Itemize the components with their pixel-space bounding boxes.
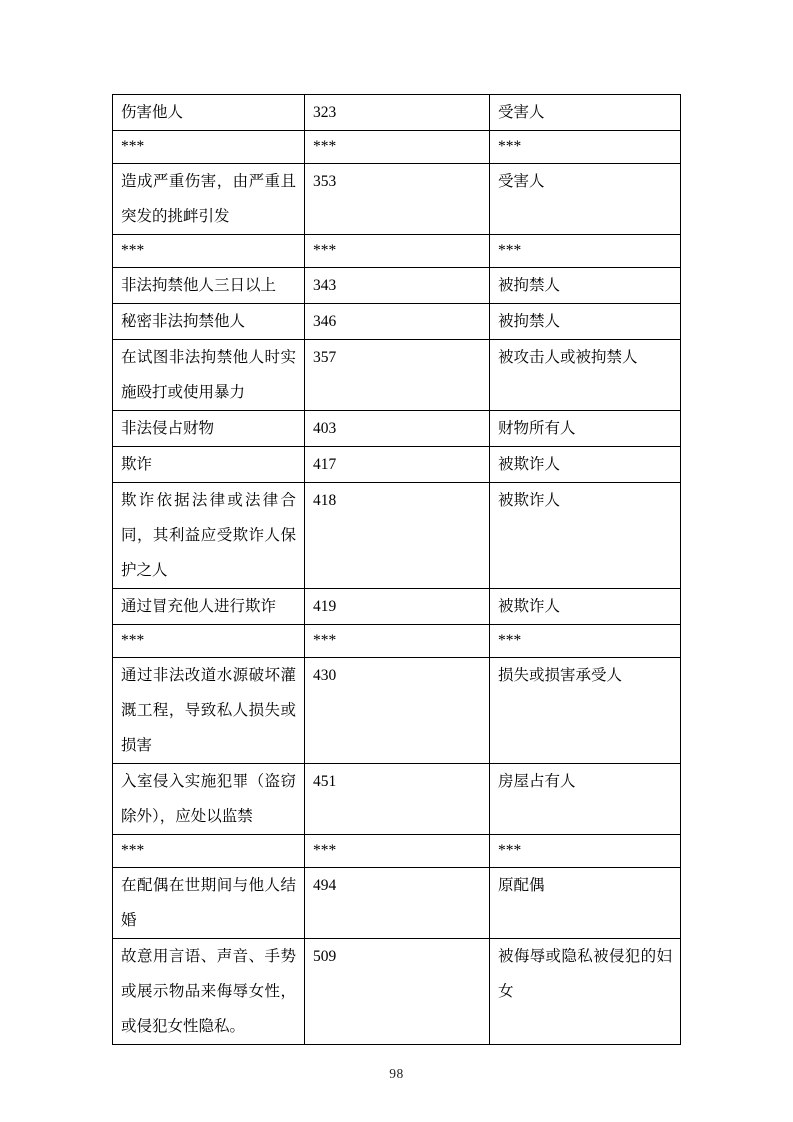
offense-cell: 在配偶在世期间与他人结婚 [113,868,305,939]
offense-cell: 欺诈 [113,447,305,483]
table-row [113,868,681,939]
offense-cell: *** [113,835,305,868]
table-row [113,340,681,411]
table-row [113,835,681,868]
offense-cell: 在试图非法拘禁他人时实施殴打或使用暴力 [113,340,305,411]
table-row [113,483,681,589]
offense-cell: 通过非法改道水源破坏灌溉工程，导致私人损失或损害 [113,658,305,764]
section-number-cell: *** [305,235,490,268]
section-number-cell: 357 [305,340,490,411]
victim-cell: 被欺诈人 [490,589,681,625]
table-row [113,447,681,483]
section-number-cell: 343 [305,268,490,304]
offense-cell: 故意用言语、声音、手势或展示物品来侮辱女性，或侵犯女性隐私。 [113,939,305,1045]
section-number-cell: *** [305,625,490,658]
table-row [113,625,681,658]
table-row [113,589,681,625]
victim-cell: 被欺诈人 [490,483,681,589]
victim-cell: *** [490,625,681,658]
victim-cell: 受害人 [490,164,681,235]
victim-cell: 房屋占有人 [490,764,681,835]
victim-cell: 原配偶 [490,868,681,939]
offense-cell: 非法拘禁他人三日以上 [113,268,305,304]
victim-cell: 被拘禁人 [490,268,681,304]
table-row [113,268,681,304]
victim-cell: *** [490,835,681,868]
victim-cell: 被侮辱或隐私被侵犯的妇女 [490,939,681,1045]
table-row [113,95,681,131]
section-number-cell: 346 [305,304,490,340]
section-number-cell: 417 [305,447,490,483]
offense-cell: 通过冒充他人进行欺诈 [113,589,305,625]
section-number-cell: 323 [305,95,490,131]
table-row [113,411,681,447]
offense-cell: 伤害他人 [113,95,305,131]
section-number-cell: *** [305,835,490,868]
offense-cell: *** [113,625,305,658]
victim-cell: 财物所有人 [490,411,681,447]
table-row [113,658,681,764]
offense-cell: 造成严重伤害，由严重且突发的挑衅引发 [113,164,305,235]
victim-cell: 被拘禁人 [490,304,681,340]
section-number-cell: 353 [305,164,490,235]
section-number-cell: *** [305,131,490,164]
victim-cell: 被欺诈人 [490,447,681,483]
table-body [113,95,681,1045]
victim-cell: 受害人 [490,95,681,131]
offense-table [112,94,681,1045]
section-number-cell: 494 [305,868,490,939]
offense-cell: 秘密非法拘禁他人 [113,304,305,340]
victim-cell: 被攻击人或被拘禁人 [490,340,681,411]
section-number-cell: 403 [305,411,490,447]
table-row [113,764,681,835]
table-row [113,164,681,235]
offense-cell: 非法侵占财物 [113,411,305,447]
table-row [113,304,681,340]
victim-cell: *** [490,131,681,164]
offense-cell: *** [113,235,305,268]
offense-cell: 欺诈依据法律或法律合同，其利益应受欺诈人保护之人 [113,483,305,589]
offense-cell: 入室侵入实施犯罪（盗窃除外），应处以监禁 [113,764,305,835]
offense-cell: *** [113,131,305,164]
page-number: 98 [389,1066,404,1081]
victim-cell: *** [490,235,681,268]
section-number-cell: 430 [305,658,490,764]
section-number-cell: 419 [305,589,490,625]
table-row [113,939,681,1045]
section-number-cell: 509 [305,939,490,1045]
section-number-cell: 418 [305,483,490,589]
table-row [113,235,681,268]
table-row [113,131,681,164]
victim-cell: 损失或损害承受人 [490,658,681,764]
section-number-cell: 451 [305,764,490,835]
